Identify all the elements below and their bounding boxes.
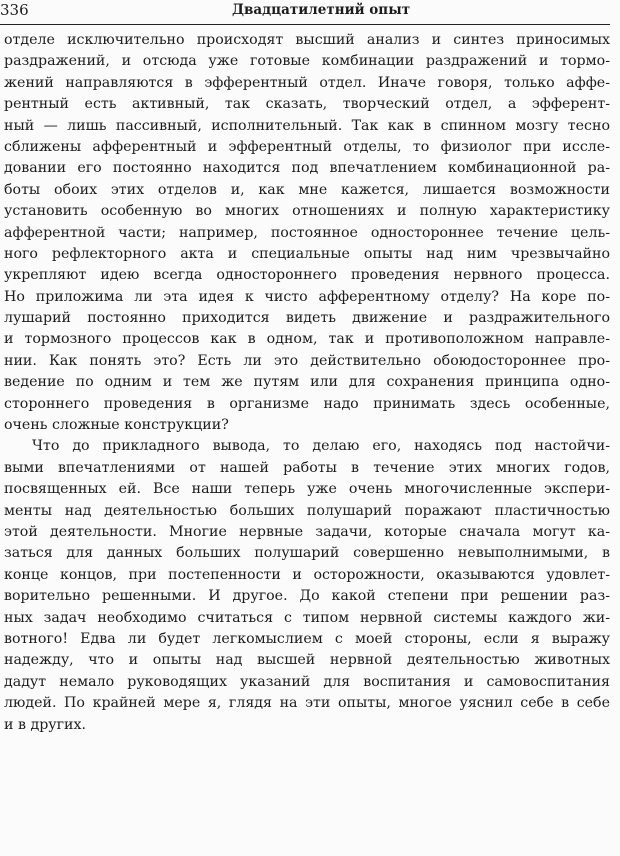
text-line: дадут немало руководящих указаний для воспитания и самовоспитания <box>4 673 610 690</box>
text-line: посвященных ей. Все наши теперь уже очень многочисленные экспери- <box>4 481 610 498</box>
text-line: афферентной части; например, постоянное одностороннее течение цель- <box>4 224 610 241</box>
paragraph <box>4 30 610 436</box>
text-line: ведение по одним и тем же путям или для сохранения принципа одно- <box>4 374 610 391</box>
text-line: надежду, что и опыты над высшей нервной деятельностью животных <box>4 652 610 669</box>
text-line: Но приложима ли эта идея к чисто афферентному отделу? На коре по- <box>4 288 610 305</box>
text-line: сближены афферентный и эфферентный отделы, то физиолог при иссле- <box>4 138 610 155</box>
text-line: нии. Как понять это? Есть ли это действительно обоюдостороннее про- <box>4 352 610 369</box>
text-line: установить особенную во многих отношениях и полную характеристику <box>4 203 610 220</box>
text-line: укрепляют идею всегда одностороннего проведения нервного процесса. <box>4 267 610 284</box>
text-line: менты над деятельностью больших полушарий поражают пластичностью <box>4 502 610 519</box>
text-line: довании его постоянно находится под впечатлением комбинационной ра- <box>4 160 610 177</box>
text-line: боты обоих этих отделов и, как мне кажется, лишается возможности <box>4 181 610 198</box>
text-line: и тормозного процессов как в одном, так и противоположном направле- <box>4 331 610 348</box>
text-line: очень сложные конструкции? <box>4 417 229 434</box>
text-line: людей. По крайней мере я, глядя на эти опыты, многое уяснил себе в себе <box>4 695 610 712</box>
text-line: раздражений, и отсюда уже готовые комбинации раздражений и тормо- <box>4 53 610 70</box>
text-line: выми впечатлениями от нашей работы в течение этих многих годов, <box>4 459 610 476</box>
page-header <box>0 0 610 25</box>
body-text <box>4 30 610 736</box>
text-line: заться для данных больших полушарий совершенно невыполнимыми, в <box>4 545 610 562</box>
text-line: ный — лишь пассивный, исполнительный. Так как в спинном мозгу тесно <box>4 117 610 134</box>
text-line: лушарий постоянно приходится видеть движение и раздражительного <box>4 310 610 327</box>
paragraph <box>4 436 610 735</box>
text-line: этой деятельности. Многие нервные задачи, которые сначала могут ка- <box>4 523 610 540</box>
running-title: Двадцатилетний опыт <box>232 2 411 18</box>
text-line: отделе исключительно происходят высший анализ и синтез приносимых <box>4 32 610 48</box>
text-line: стороннего проведения в организме надо принимать здесь особенные, <box>4 395 610 412</box>
text-line: жений направляются в эфферентный отдел. Иначе говоря, только аффе- <box>4 74 610 91</box>
text-line: Что до прикладного вывода, то делаю его, находясь под настойчи- <box>32 438 610 455</box>
text-line: вотного! Едва ли будет легкомыслием с моей стороны, если я выражу <box>4 630 610 647</box>
text-line: ворительно решенными. И другое. До какой степени при решении раз- <box>4 588 610 605</box>
page-number: 336 <box>0 1 29 19</box>
text-line: ного рефлекторного акта и специальные опыты над ним чрезвычайно <box>4 245 610 262</box>
text-line: конце концов, при постепенности и осторожности, оказываются удовлет- <box>4 566 610 583</box>
text-line: ных задач необходимо считаться с типом нервной системы каждого жи- <box>4 609 610 626</box>
text-line: рентный есть активный, так сказать, творческий отдел, а эфферент- <box>4 96 610 113</box>
text-line: и в других. <box>4 716 87 733</box>
